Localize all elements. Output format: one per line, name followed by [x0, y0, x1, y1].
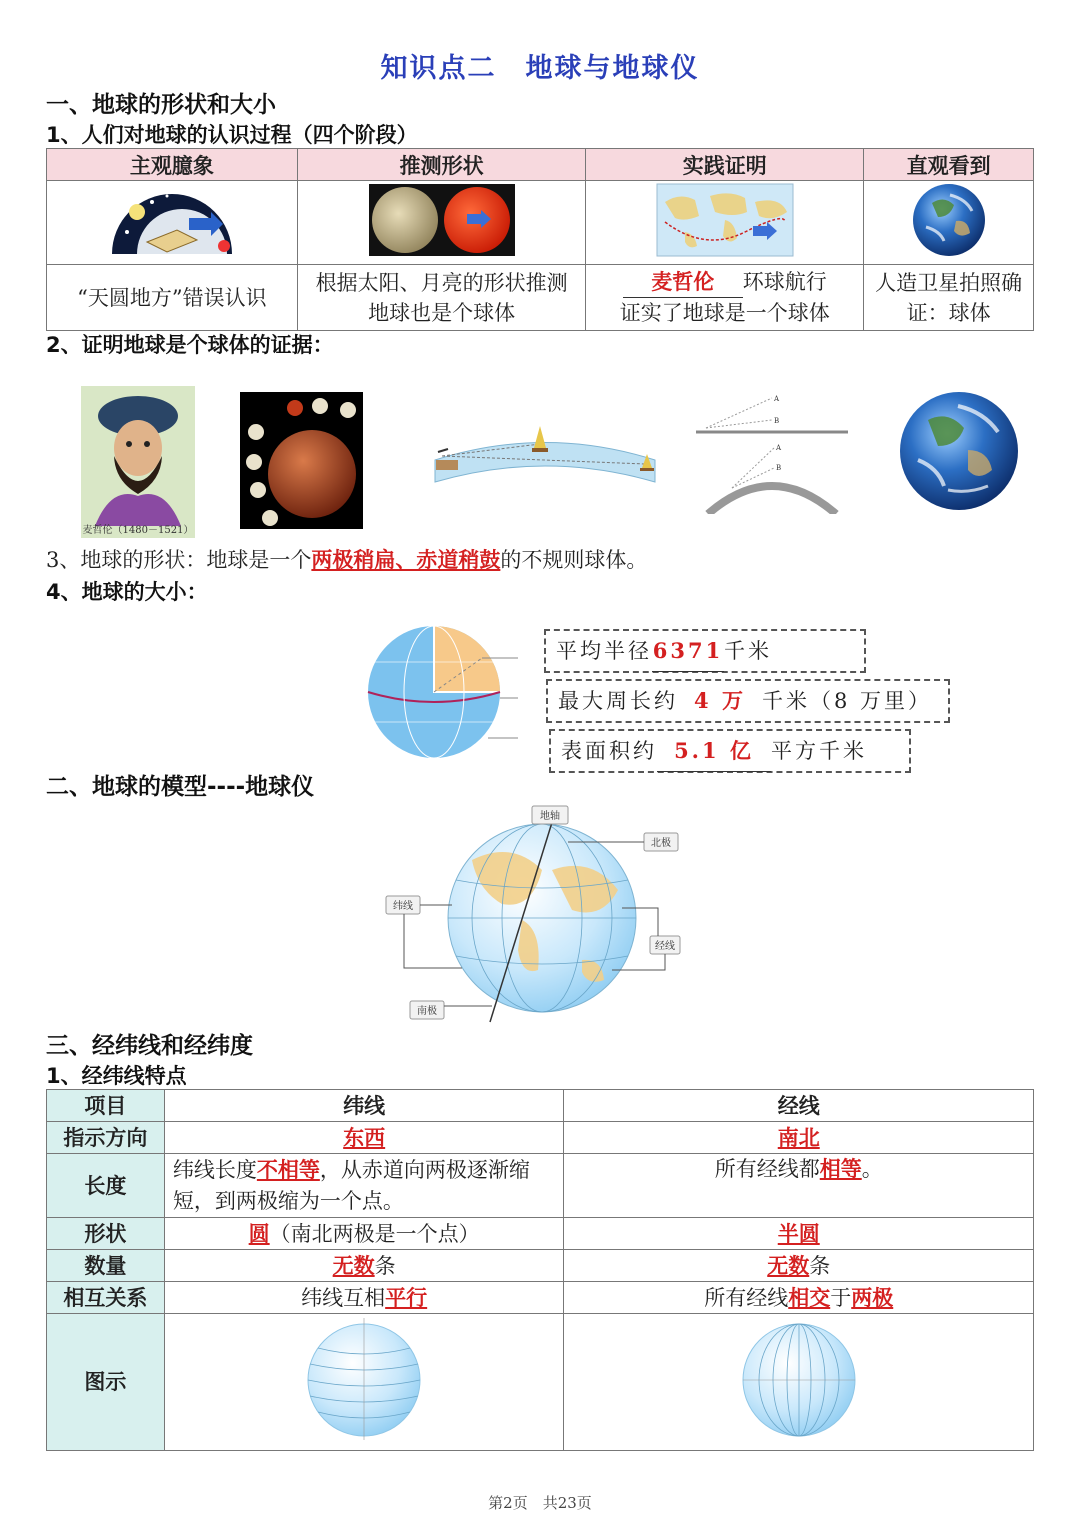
lon-relation-b: 于 [830, 1285, 852, 1310]
globe-label-axis: 地轴 [540, 811, 560, 822]
lon-length [564, 1154, 1034, 1218]
lon-figure [564, 1314, 1034, 1451]
earth-shape-pre: 3、地球的形状：地球是一个 [46, 548, 312, 572]
svg-text:A: A [776, 444, 782, 452]
globe-label-latitude: 纬线 [393, 901, 413, 912]
earth-photo-icon [910, 181, 988, 259]
globe-label-longitude: 经线 [655, 941, 675, 952]
circumference-unit: 千米（8 万里） [762, 689, 933, 713]
radius-box [544, 629, 866, 673]
stages-table [46, 148, 1034, 331]
section-1-heading: 一、地球的形状和大小 [46, 92, 276, 118]
lines-table [46, 1089, 1034, 1451]
stage-desc-3a: 环球航行 [742, 270, 827, 294]
area-value: 5.1 亿 [674, 738, 754, 763]
lon-relation-a: 所有经线 [704, 1285, 789, 1310]
globe-label-north: 北极 [651, 838, 671, 849]
stage-header: 主观臆象 [47, 149, 298, 181]
longitude-globe-figure [739, 1314, 859, 1442]
lat-direction [164, 1122, 564, 1154]
stage-image-3 [586, 181, 864, 265]
world-voyage-map [655, 182, 795, 258]
radius-value: 6371 [652, 638, 724, 663]
area-label: 表面积约 [561, 739, 657, 763]
ship-sightline-diagram [692, 388, 852, 514]
lon-length-a: 所有经线都 [714, 1157, 820, 1181]
lon-relation-answer1: 相交 [788, 1284, 831, 1310]
radius-unit: 千米 [724, 639, 772, 663]
lat-relation-a: 纬线互相 [301, 1285, 386, 1310]
lon-direction-answer: 南北 [777, 1124, 820, 1150]
page-title: 知识点二 地球与地球仪 [380, 53, 700, 84]
lon-length-answer: 相等 [819, 1156, 862, 1181]
stage-desc-3 [586, 265, 864, 331]
lat-count-unit: 条 [374, 1253, 396, 1278]
lon-length-b: 。 [861, 1157, 883, 1181]
svg-text:B: B [776, 464, 782, 472]
area-box [549, 729, 911, 773]
moon-sun-illustration [367, 182, 517, 258]
lat-length-a: 纬线长度 [172, 1158, 257, 1182]
stage-image-2 [297, 181, 586, 265]
row-label: 数量 [47, 1250, 165, 1282]
stage-image-4 [864, 181, 1034, 265]
lon-shape-answer: 半圆 [777, 1220, 820, 1246]
lon-count [564, 1250, 1034, 1282]
earth-cutaway-diagram [364, 622, 524, 762]
section-3-heading: 三、经纬线和经纬度 [46, 1033, 253, 1059]
lon-shape [564, 1218, 1034, 1250]
sky-dome-illustration [107, 182, 237, 258]
circumference-value: 4 万 [694, 688, 746, 713]
lon-direction [564, 1122, 1034, 1154]
earth-shape-line [46, 544, 647, 574]
latitude-globe-figure [304, 1314, 424, 1442]
earth-evidence-image [898, 390, 1020, 512]
row-label: 相互关系 [47, 1282, 165, 1314]
radius-label: 平均半径 [556, 639, 652, 663]
lon-count-unit: 条 [809, 1253, 831, 1278]
lat-length-answer: 不相等 [256, 1157, 320, 1182]
stage-header: 实践证明 [586, 149, 864, 181]
page-footer: 第2页 共23页 [488, 1494, 592, 1512]
magellan-caption: 麦哲伦（1480－1521） [82, 525, 194, 536]
lat-shape-note: （南北两极是一个点） [269, 1221, 480, 1246]
area-unit: 平方千米 [771, 739, 867, 763]
section-3-sub1: 1、经纬线特点 [46, 1064, 187, 1088]
row-label: 项目 [47, 1090, 165, 1122]
globe-model-diagram [382, 800, 692, 1025]
svg-text:B: B [774, 417, 780, 425]
stage-header: 推测形状 [297, 149, 586, 181]
circumference-box [546, 679, 950, 723]
lat-relation [164, 1282, 564, 1314]
earth-shape-post: 的不规则球体。 [500, 548, 648, 572]
section-1-sub1: 1、人们对地球的认识过程（四个阶段） [46, 123, 418, 147]
lat-count-answer: 无数 [332, 1252, 375, 1278]
lat-length-b: ，从赤道向两极逐渐缩短，到两极缩为一个点。 [172, 1158, 530, 1213]
lat-figure [164, 1314, 564, 1451]
lat-shape-answer: 圆 [248, 1220, 270, 1246]
ship-curvature-diagram [430, 420, 660, 490]
row-label: 图示 [47, 1314, 165, 1451]
row-label: 形状 [47, 1218, 165, 1250]
stage-header: 直观看到 [864, 149, 1034, 181]
lat-shape [164, 1218, 564, 1250]
lat-relation-answer: 平行 [385, 1284, 428, 1310]
section-2-heading: 二、地球的模型----地球仪 [46, 774, 315, 800]
stage-desc-2: 根据太阳、月亮的形状推测地球也是个球体 [297, 265, 586, 331]
lat-direction-answer: 东西 [343, 1124, 386, 1150]
lat-length [164, 1154, 564, 1218]
lon-count-answer: 无数 [767, 1252, 810, 1278]
stage-desc-1: “天圆地方”错误认识 [47, 265, 298, 331]
globe-label-south: 南极 [417, 1006, 437, 1017]
circumference-label: 最大周长约 [558, 689, 678, 713]
section-1-sub2: 2、证明地球是个球体的证据： [46, 333, 334, 357]
magellan-portrait [81, 386, 195, 538]
lon-relation-answer2: 两极 [851, 1284, 894, 1310]
magellan-answer: 麦哲伦 [651, 269, 715, 294]
stage-desc-3b: 证实了地球是一个球体 [619, 301, 830, 325]
svg-text:A: A [774, 395, 780, 403]
row-label: 指示方向 [47, 1122, 165, 1154]
col-header-latitude: 纬线 [164, 1090, 564, 1122]
stage-desc-4: 人造卫星拍照确证：球体 [864, 265, 1034, 331]
lunar-eclipse-image [240, 392, 363, 529]
earth-size-heading: 4、地球的大小： [46, 580, 208, 604]
earth-shape-answer: 两极稍扁、赤道稍鼓 [311, 547, 501, 572]
lon-relation [564, 1282, 1034, 1314]
col-header-longitude: 经线 [564, 1090, 1034, 1122]
stage-image-1 [47, 181, 298, 265]
row-label: 长度 [47, 1154, 165, 1218]
lat-count [164, 1250, 564, 1282]
